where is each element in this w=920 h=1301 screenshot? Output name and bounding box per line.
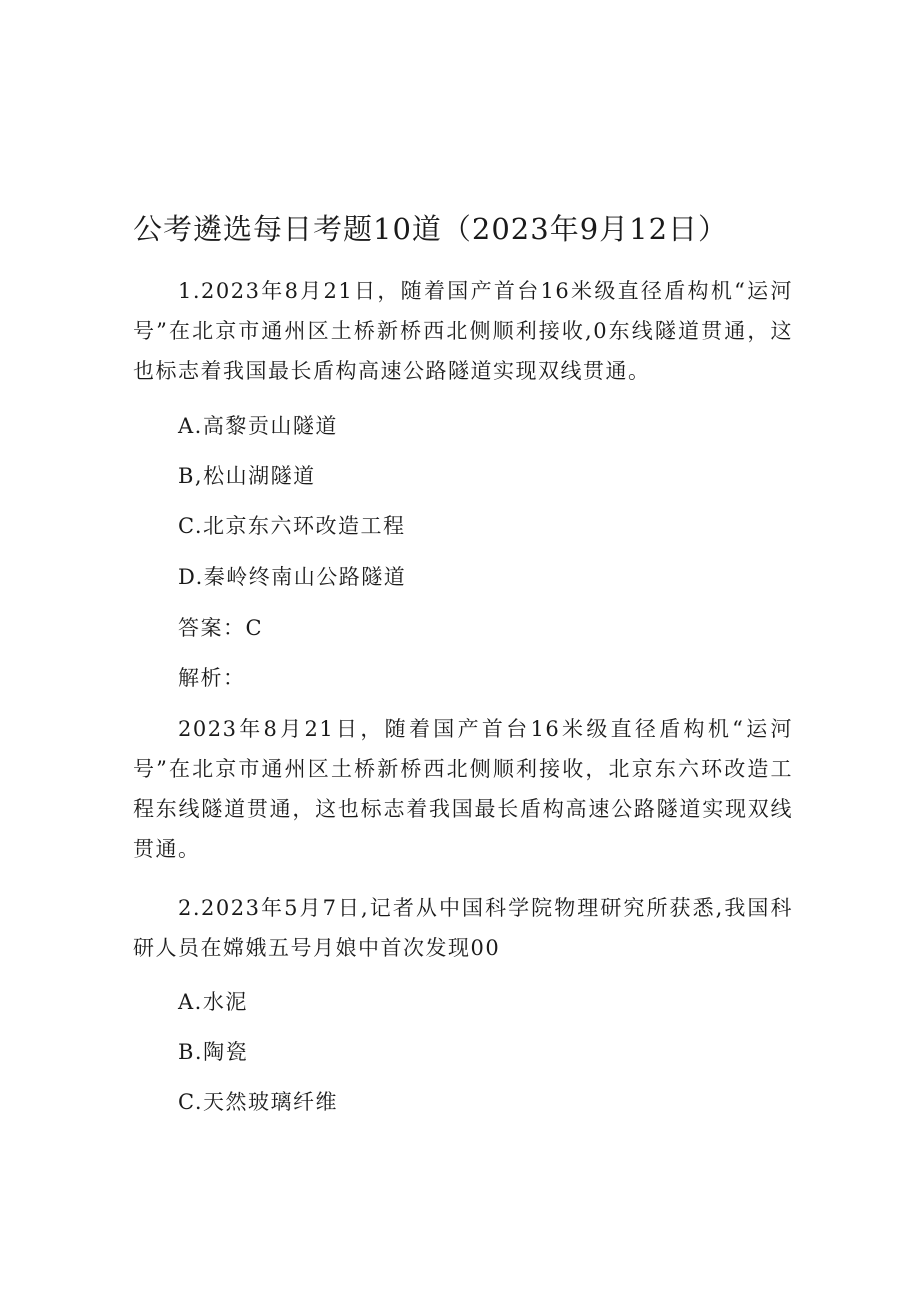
question-2-option-b: B.陶瓷 <box>178 1040 249 1064</box>
question-1-analysis-label: 解析： <box>178 666 246 690</box>
question-2-option-a: A.水泥 <box>178 990 248 1014</box>
question-1-option-d: D.秦岭终南山公路隧道 <box>178 565 407 589</box>
question-1-answer: 答案：C <box>178 616 264 640</box>
question-1-analysis: 2023年8月21日，随着国产首台16米级直径盾构机“运河号”在北京市通州区土桥新桥西北侧顺利接收，北京东六环改造工程东线隧道贯通，这也标志着我国最长盾构高速公路隧道实现双线贯通。 <box>133 717 793 861</box>
page-title: 公考遴选每日考题10道（2023年9月12日） <box>133 212 729 246</box>
question-1-option-c: C.北京东六环改造工程 <box>178 514 406 538</box>
question-1-option-a: A.高黎贡山隧道 <box>178 414 338 438</box>
question-1-stem: 1.2023年8月21日，随着国产首台16米级直径盾构机“运河号”在北京市通州区土桥新桥西北侧顺利接收,0东线隧道贯通，这也标志着我国最长盾构高速公路隧道实现双线贯通。 <box>133 279 793 383</box>
question-1-option-b: B,松山湖隧道 <box>178 464 316 488</box>
question-2-option-c: C.天然玻璃纤维 <box>178 1090 338 1114</box>
question-2-stem: 2.2023年5月7日,记者从中国科学院物理研究所获悉,我国科研人员在嫦娥五号月娘中首次发现00 <box>133 896 793 960</box>
